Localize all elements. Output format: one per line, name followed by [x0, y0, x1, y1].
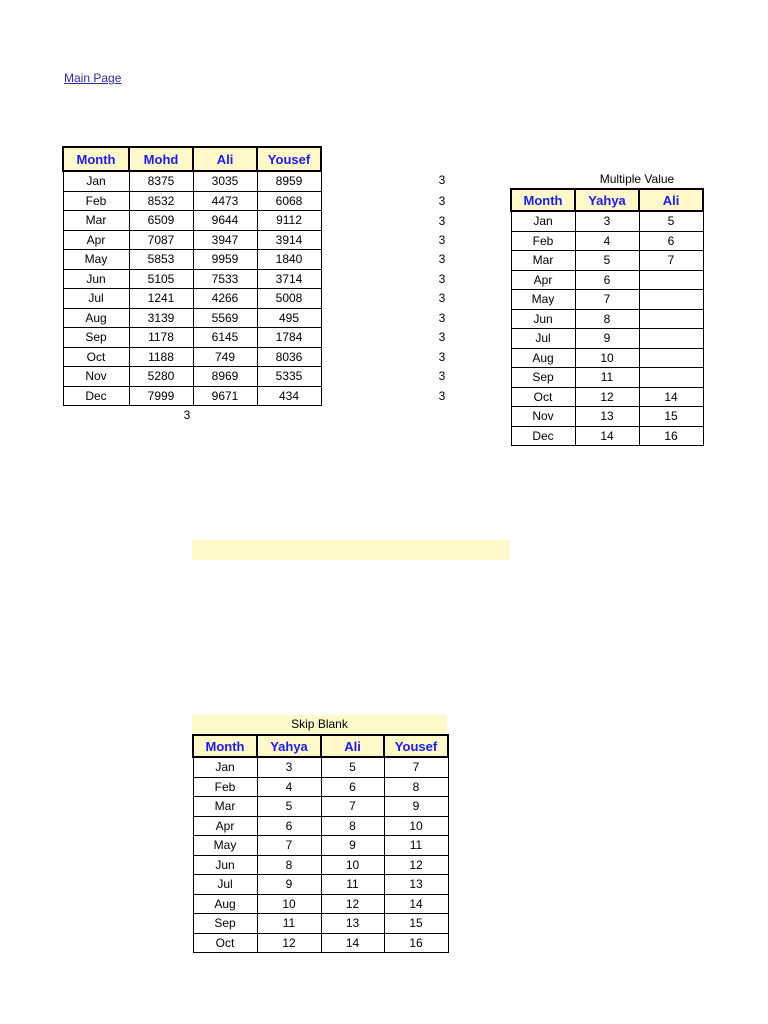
header-yousef[interactable]: Yousef — [257, 147, 321, 171]
table-row — [63, 230, 321, 250]
table-cell[interactable]: 749 — [193, 347, 257, 367]
table-row — [63, 191, 321, 211]
table-cell[interactable]: 8 — [321, 816, 384, 836]
table-cell[interactable]: Jul — [511, 329, 575, 349]
table-cell[interactable]: 6068 — [257, 191, 321, 211]
table-cell[interactable]: 12 — [321, 894, 384, 914]
table-row — [193, 797, 448, 817]
table-cell[interactable]: 9 — [321, 836, 384, 856]
table-cell[interactable]: 16 — [639, 426, 703, 446]
table-cell[interactable]: 11 — [321, 875, 384, 895]
table-cell[interactable]: Aug — [63, 308, 129, 328]
table-cell[interactable]: 9 — [384, 797, 448, 817]
header-yahya[interactable]: Yahya — [575, 189, 639, 211]
table-cell[interactable]: 6 — [575, 270, 639, 290]
table-cell[interactable]: 3914 — [257, 230, 321, 250]
table-cell[interactable]: Jul — [193, 875, 257, 895]
multiple-value-table — [510, 188, 704, 446]
table-row — [511, 270, 703, 290]
table-row — [193, 855, 448, 875]
table-row — [63, 250, 321, 270]
table-cell[interactable]: Nov — [63, 367, 129, 387]
table-cell[interactable]: 13 — [321, 914, 384, 934]
table-row — [193, 914, 448, 934]
table-cell[interactable] — [639, 348, 703, 368]
table-cell[interactable]: Jan — [193, 757, 257, 777]
table-cell[interactable]: 8532 — [129, 191, 193, 211]
table-cell[interactable]: 7 — [384, 757, 448, 777]
table-cell[interactable]: 15 — [639, 407, 703, 427]
table-cell[interactable]: 5 — [321, 757, 384, 777]
table-cell[interactable]: 4 — [257, 777, 321, 797]
table-cell[interactable]: 7 — [575, 290, 639, 310]
table-cell[interactable]: Sep — [511, 368, 575, 388]
table-row — [193, 816, 448, 836]
monthly-values-table — [62, 146, 322, 406]
table-cell[interactable]: 6 — [257, 816, 321, 836]
table-row — [511, 387, 703, 407]
table-cell[interactable]: Mar — [193, 797, 257, 817]
table-cell[interactable]: Jul — [63, 289, 129, 309]
table-cell[interactable]: 10 — [384, 816, 448, 836]
table-cell[interactable]: 7 — [321, 797, 384, 817]
table-cell[interactable]: 10 — [575, 348, 639, 368]
table-cell[interactable]: 495 — [257, 308, 321, 328]
table-cell[interactable]: 6145 — [193, 328, 257, 348]
table-cell[interactable]: 11 — [384, 836, 448, 856]
table-cell[interactable]: Aug — [511, 348, 575, 368]
table-cell[interactable]: 8969 — [193, 367, 257, 387]
table-row — [511, 426, 703, 446]
count-cell[interactable]: 3 — [438, 252, 446, 266]
count-cell[interactable]: 3 — [438, 369, 446, 383]
table-header-row — [511, 189, 703, 211]
table-row — [63, 386, 321, 406]
table-cell[interactable]: Oct — [193, 933, 257, 953]
table-cell[interactable]: Nov — [511, 407, 575, 427]
table-cell[interactable]: Apr — [193, 816, 257, 836]
table-row — [511, 211, 703, 231]
table-cell[interactable] — [639, 329, 703, 349]
table-cell[interactable]: May — [63, 250, 129, 270]
table-row — [511, 368, 703, 388]
table-row — [511, 348, 703, 368]
table-cell[interactable]: 3139 — [129, 308, 193, 328]
table-row — [63, 347, 321, 367]
table-row — [63, 308, 321, 328]
table-cell[interactable]: 14 — [639, 387, 703, 407]
table-cell[interactable]: 14 — [575, 426, 639, 446]
table-cell[interactable]: Jan — [63, 171, 129, 191]
count-cell[interactable]: 3 — [438, 272, 446, 286]
table-cell[interactable]: 1840 — [257, 250, 321, 270]
table-cell[interactable]: May — [193, 836, 257, 856]
table-cell[interactable]: 8 — [384, 777, 448, 797]
table-row — [193, 894, 448, 914]
table-cell[interactable]: Feb — [511, 231, 575, 251]
table-cell[interactable]: 434 — [257, 386, 321, 406]
table-cell[interactable]: Mar — [63, 211, 129, 231]
table-cell[interactable]: Jun — [193, 855, 257, 875]
table-cell[interactable]: 4266 — [193, 289, 257, 309]
table-cell[interactable]: 1784 — [257, 328, 321, 348]
table-cell[interactable]: 5335 — [257, 367, 321, 387]
table-cell[interactable]: 10 — [321, 855, 384, 875]
header-month[interactable]: Month — [193, 735, 257, 757]
table-header-row — [63, 147, 321, 171]
table-header-row — [193, 735, 448, 757]
table-cell[interactable]: 11 — [257, 914, 321, 934]
count-cell[interactable]: 3 — [438, 233, 446, 247]
table-row — [63, 211, 321, 231]
skip-blank-table — [192, 734, 449, 953]
header-ali[interactable]: Ali — [321, 735, 384, 757]
table-cell[interactable]: 4 — [575, 231, 639, 251]
table-cell[interactable]: 5 — [639, 211, 703, 231]
count-cell[interactable]: 3 — [438, 389, 446, 403]
count-cell[interactable]: 3 — [438, 214, 446, 228]
table-cell[interactable]: Jan — [511, 211, 575, 231]
count-cell[interactable]: 3 — [438, 330, 446, 344]
header-mohd[interactable]: Mohd — [129, 147, 193, 171]
table-cell[interactable]: 7533 — [193, 269, 257, 289]
table-cell[interactable]: 9959 — [193, 250, 257, 270]
table-cell[interactable]: 6 — [321, 777, 384, 797]
table-cell[interactable]: 8036 — [257, 347, 321, 367]
table-cell[interactable]: 13 — [384, 875, 448, 895]
table-row — [193, 875, 448, 895]
table-cell[interactable]: Dec — [63, 386, 129, 406]
table-cell[interactable]: 12 — [384, 855, 448, 875]
table-row — [193, 836, 448, 856]
header-month[interactable]: Month — [511, 189, 575, 211]
table-row — [63, 328, 321, 348]
table-cell[interactable]: 7 — [639, 251, 703, 271]
header-ali[interactable]: Ali — [639, 189, 703, 211]
table-row — [63, 367, 321, 387]
table-cell[interactable]: 4473 — [193, 191, 257, 211]
table-cell[interactable]: 6 — [639, 231, 703, 251]
table-cell[interactable]: 9 — [257, 875, 321, 895]
table-cell[interactable]: 3 — [575, 211, 639, 231]
table-cell[interactable]: 7 — [257, 836, 321, 856]
table-cell[interactable]: Apr — [63, 230, 129, 250]
table-cell[interactable]: Oct — [511, 387, 575, 407]
table-cell[interactable]: 5105 — [129, 269, 193, 289]
table-row — [511, 309, 703, 329]
table-cell[interactable]: 9112 — [257, 211, 321, 231]
table-cell[interactable]: 16 — [384, 933, 448, 953]
table-cell[interactable]: Apr — [511, 270, 575, 290]
table-row — [511, 290, 703, 310]
main-page-link[interactable]: Main Page — [64, 71, 122, 85]
table-cell[interactable]: 1188 — [129, 347, 193, 367]
table-row — [193, 933, 448, 953]
table-cell[interactable]: 3 — [257, 757, 321, 777]
table-cell[interactable]: 9644 — [193, 211, 257, 231]
table-cell[interactable] — [639, 290, 703, 310]
table-cell[interactable]: 5008 — [257, 289, 321, 309]
table-cell[interactable]: 3947 — [193, 230, 257, 250]
header-yahya[interactable]: Yahya — [257, 735, 321, 757]
header-yousef[interactable]: Yousef — [384, 735, 448, 757]
table-cell[interactable]: 3714 — [257, 269, 321, 289]
table-cell[interactable]: 10 — [257, 894, 321, 914]
highlighted-cell-range[interactable] — [192, 540, 510, 560]
table-cell[interactable]: 11 — [575, 368, 639, 388]
table-cell[interactable]: Jun — [511, 309, 575, 329]
table-cell[interactable] — [639, 270, 703, 290]
table-cell[interactable]: 1178 — [129, 328, 193, 348]
table-row — [63, 289, 321, 309]
table-row — [511, 329, 703, 349]
table-cell[interactable]: Feb — [193, 777, 257, 797]
table-cell[interactable]: 5569 — [193, 308, 257, 328]
table-cell[interactable]: Aug — [193, 894, 257, 914]
table-cell[interactable]: 9671 — [193, 386, 257, 406]
skip-blank-caption: Skip Blank — [192, 715, 447, 734]
table-row — [511, 251, 703, 271]
table-cell[interactable]: 8959 — [257, 171, 321, 191]
table-cell[interactable]: Dec — [511, 426, 575, 446]
table-cell[interactable]: 7999 — [129, 386, 193, 406]
table-cell[interactable]: May — [511, 290, 575, 310]
table-cell[interactable]: Mar — [511, 251, 575, 271]
table-cell[interactable]: 8 — [257, 855, 321, 875]
table-cell[interactable]: Sep — [193, 914, 257, 934]
count-cell[interactable]: 3 — [438, 194, 446, 208]
table-cell[interactable]: 8375 — [129, 171, 193, 191]
table-cell[interactable]: Jun — [63, 269, 129, 289]
table-cell[interactable] — [639, 368, 703, 388]
count-cell[interactable]: 3 — [438, 291, 446, 305]
table-cell[interactable]: 7087 — [129, 230, 193, 250]
table-cell[interactable]: 14 — [384, 894, 448, 914]
table-cell[interactable]: 5853 — [129, 250, 193, 270]
table-row — [63, 171, 321, 191]
table-cell[interactable]: 9 — [575, 329, 639, 349]
table-cell[interactable]: 5 — [575, 251, 639, 271]
table-row — [193, 757, 448, 777]
table-cell[interactable]: Feb — [63, 191, 129, 211]
header-ali[interactable]: Ali — [193, 147, 257, 171]
table-cell[interactable]: 13 — [575, 407, 639, 427]
table-cell[interactable]: 12 — [575, 387, 639, 407]
count-cell[interactable]: 3 — [438, 311, 446, 325]
table-cell[interactable]: 5 — [257, 797, 321, 817]
count-cell[interactable]: 3 — [438, 173, 446, 187]
table-cell[interactable]: 14 — [321, 933, 384, 953]
table-cell[interactable]: 5280 — [129, 367, 193, 387]
table-row — [63, 269, 321, 289]
table-cell[interactable]: 8 — [575, 309, 639, 329]
table-cell[interactable] — [639, 309, 703, 329]
table-row — [511, 407, 703, 427]
multiple-value-caption: Multiple Value — [599, 172, 675, 186]
table-row — [511, 231, 703, 251]
table-cell[interactable]: 12 — [257, 933, 321, 953]
count-cell[interactable]: 3 — [438, 350, 446, 364]
table-cell[interactable]: Oct — [63, 347, 129, 367]
table-cell[interactable]: Sep — [63, 328, 129, 348]
table-row — [193, 777, 448, 797]
table1-below-value[interactable]: 3 — [183, 408, 191, 422]
table-cell[interactable]: 3035 — [193, 171, 257, 191]
table-cell[interactable]: 15 — [384, 914, 448, 934]
table-cell[interactable]: 6509 — [129, 211, 193, 231]
header-month[interactable]: Month — [63, 147, 129, 171]
table-cell[interactable]: 1241 — [129, 289, 193, 309]
